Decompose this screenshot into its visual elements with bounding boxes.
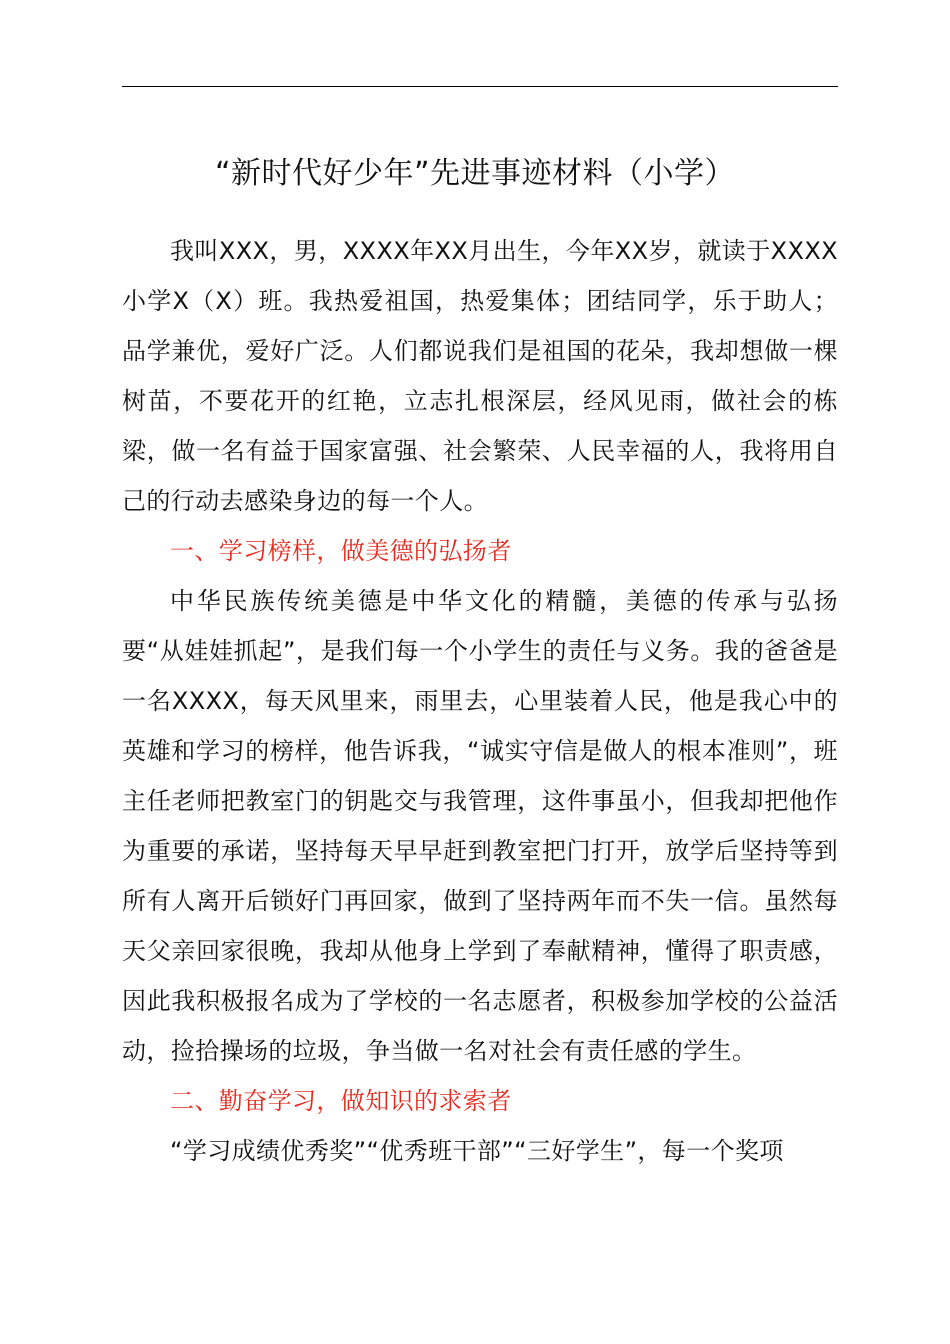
section-heading-1: 一、学习榜样，做美德的弘扬者 bbox=[170, 537, 512, 565]
header-rule bbox=[122, 86, 838, 87]
section-heading-2: 二、勤奋学习，做知识的求索者 bbox=[170, 1087, 512, 1115]
document-title: “新时代好少年”先进事迹材料（小学） bbox=[214, 156, 736, 191]
paragraph-intro: 我叫XXX，男，XXXX年XX月出生，今年XX岁，就读于XXXX小学X（X）班。我热爱祖国，热爱集体；团结同学，乐于助人；品学兼优，爱好广泛。人们都说我们是祖国的花朵，我却想做一棵树苗，不要花开的红艳，立志扎根深层，经风见雨，做社会的栋梁，做一名有益于国家富强、社会繁荣、人民幸福的人，我将用自己的行动去感染身边的每一个人。 bbox=[122, 237, 838, 515]
paragraph-section-2: “学习成绩优秀奖”“优秀班干部”“三好学生”，每一个奖项 bbox=[170, 1137, 784, 1165]
document-body bbox=[122, 226, 838, 1176]
paragraph-section-1: 中华民族传统美德是中华文化的精髓，美德的传承与弘扬要“从娃娃抓起”，是我们每一个小学生的责任与义务。我的爸爸是一名XXXX，每天风里来，雨里去，心里装着人民，他是我心中的英雄和学习的榜样，他告诉我，“诚实守信是做人的根本准则”，班主任老师把教室门的钥匙交与我管理，这件事虽小，但我却把他作为重要的承诺，坚持每天早早赶到教室把门打开，放学后坚持等到所有人离开后锁好门再回家，做到了坚持两年而不失一信。虽然每天父亲回家很晚，我却从他身上学到了奉献精神，懂得了职责感，因此我积极报名成为了学校的一名志愿者，积极参加学校的公益活动，捡拾操场的垃圾，争当做一名对社会有责任感的学生。 bbox=[122, 587, 838, 1065]
